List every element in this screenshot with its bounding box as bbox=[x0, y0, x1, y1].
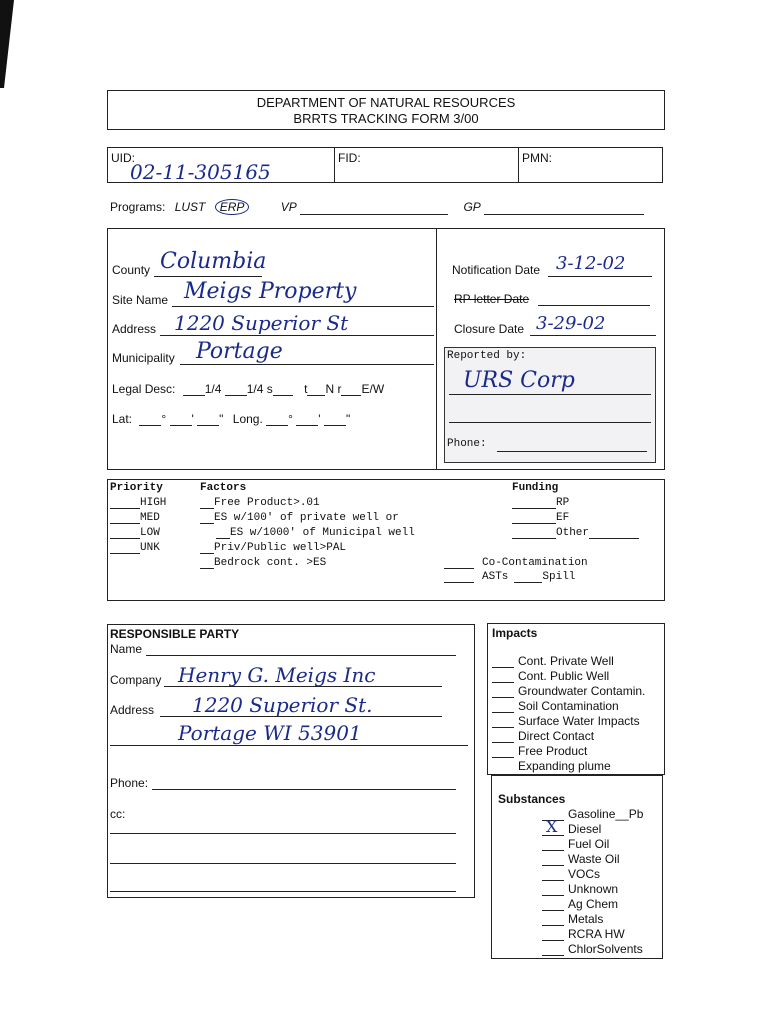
priority-item[interactable]: LOW bbox=[110, 527, 160, 539]
county-value[interactable]: Columbia bbox=[160, 249, 267, 274]
substance-item[interactable]: RCRA HW bbox=[542, 927, 625, 941]
lat-long-row bbox=[112, 412, 350, 426]
substance-item[interactable]: VOCs bbox=[542, 867, 600, 881]
substance-item[interactable]: Metals bbox=[542, 912, 603, 926]
asts-spill-row[interactable]: ASTs Spill bbox=[444, 571, 575, 583]
reported-line bbox=[449, 422, 651, 423]
rp-address-value2[interactable]: Portage WI 53901 bbox=[178, 721, 362, 745]
address-label: Address bbox=[112, 322, 157, 336]
address-value[interactable]: 1220 Superior St bbox=[174, 311, 349, 335]
legal-t: t bbox=[304, 382, 308, 396]
uid-value[interactable]: 02-11-305165 bbox=[130, 160, 271, 184]
factor-item[interactable]: Bedrock cont. >ES bbox=[200, 557, 326, 569]
legal-ew: E/W bbox=[361, 382, 385, 396]
deg-symbol: ° bbox=[288, 412, 293, 426]
long-label: Long. bbox=[232, 412, 263, 426]
header-line2: BRRTS TRACKING FORM 3/00 bbox=[293, 111, 479, 126]
rp-cc-line bbox=[110, 891, 456, 892]
rp-address-line2 bbox=[110, 745, 468, 746]
reported-line bbox=[449, 394, 651, 395]
divider bbox=[518, 148, 519, 182]
notification-value[interactable]: 3-12-02 bbox=[556, 253, 626, 274]
header-line1: DEPARTMENT OF NATURAL RESOURCES bbox=[256, 95, 516, 110]
legal-blank[interactable] bbox=[307, 383, 325, 396]
gp-blank[interactable] bbox=[484, 202, 644, 215]
min-symbol: ' bbox=[191, 412, 194, 426]
scan-artifact bbox=[0, 0, 20, 90]
rp-address-value1[interactable]: 1220 Superior St. bbox=[192, 693, 373, 717]
program-gp[interactable]: GP bbox=[463, 200, 481, 214]
funding-item[interactable]: RP bbox=[512, 497, 569, 509]
substance-item[interactable]: Fuel Oil bbox=[542, 837, 609, 851]
min-symbol: ' bbox=[318, 412, 321, 426]
fid-label: FID: bbox=[338, 151, 361, 165]
substance-item[interactable]: ChlorSolvents bbox=[542, 942, 643, 956]
impact-item[interactable]: Groundwater Contamin. bbox=[492, 684, 645, 698]
impact-item[interactable]: Soil Contamination bbox=[492, 699, 619, 713]
reported-phone-line bbox=[497, 451, 647, 452]
county-line bbox=[154, 276, 262, 277]
priority-item[interactable]: HIGH bbox=[110, 497, 166, 509]
form-header bbox=[107, 90, 665, 130]
impact-item[interactable]: Free Product bbox=[492, 744, 587, 758]
impact-item[interactable]: Surface Water Impacts bbox=[492, 714, 640, 728]
rp-phone-line bbox=[152, 789, 456, 790]
responsible-title: RESPONSIBLE PARTY bbox=[110, 627, 240, 641]
impact-item[interactable]: Cont. Private Well bbox=[492, 654, 614, 668]
legal-blank[interactable] bbox=[225, 383, 247, 396]
factor-item[interactable]: ES w/100' of private well or bbox=[200, 512, 399, 524]
rp-address-label: Address bbox=[110, 703, 155, 717]
reported-by-box bbox=[444, 347, 656, 463]
sec-symbol: " bbox=[219, 412, 224, 426]
closure-value[interactable]: 3-29-02 bbox=[536, 313, 606, 334]
lat-min-blank[interactable] bbox=[170, 413, 192, 426]
programs-row bbox=[110, 199, 644, 215]
impact-item[interactable]: Cont. Public Well bbox=[492, 669, 609, 683]
municipality-line bbox=[180, 364, 434, 365]
municipality-value[interactable]: Portage bbox=[196, 339, 283, 364]
county-label: County bbox=[112, 263, 151, 277]
substance-item[interactable]: Ag Chem bbox=[542, 897, 618, 911]
legal-desc-row bbox=[112, 382, 384, 396]
legal-r: r bbox=[337, 382, 342, 396]
substance-item[interactable]: X Diesel bbox=[542, 822, 601, 836]
rp-cc-line bbox=[110, 833, 456, 834]
funding-item[interactable]: Other bbox=[512, 527, 639, 539]
factor-item[interactable]: Free Product>.01 bbox=[200, 497, 320, 509]
substance-item[interactable]: Waste Oil bbox=[542, 852, 620, 866]
factor-item[interactable]: ES w/1000' of Municipal well bbox=[216, 527, 415, 539]
funding-title: Funding bbox=[512, 482, 559, 494]
programs-label: Programs: bbox=[110, 200, 166, 214]
legal-blank[interactable] bbox=[273, 383, 293, 396]
notification-line bbox=[548, 276, 652, 277]
lat-deg-blank[interactable] bbox=[139, 413, 161, 426]
priority-item[interactable]: UNK bbox=[110, 542, 160, 554]
long-sec-blank[interactable] bbox=[324, 413, 346, 426]
rp-letter-line bbox=[538, 305, 650, 306]
lat-label: Lat: bbox=[112, 412, 133, 426]
substances-box bbox=[491, 775, 663, 959]
priority-item[interactable]: MED bbox=[110, 512, 160, 524]
vp-blank[interactable] bbox=[300, 202, 448, 215]
factors-title: Factors bbox=[200, 482, 247, 494]
reported-by-label: Reported by: bbox=[447, 350, 527, 362]
rp-company-value[interactable]: Henry G. Meigs Inc bbox=[178, 663, 376, 687]
site-name-label: Site Name bbox=[112, 293, 169, 307]
site-info-box bbox=[107, 228, 665, 470]
funding-item[interactable]: EF bbox=[512, 512, 569, 524]
substance-item[interactable]: Gasoline__Pb bbox=[542, 807, 643, 821]
rp-cc-label: cc: bbox=[110, 807, 126, 821]
sec-symbol: " bbox=[345, 412, 351, 426]
legal-n: N bbox=[325, 382, 335, 396]
legal-blank[interactable] bbox=[183, 383, 205, 396]
reported-phone-label: Phone: bbox=[447, 438, 487, 450]
uid-label: UID: bbox=[111, 151, 135, 165]
rp-company-label: Company bbox=[110, 673, 162, 687]
impact-item[interactable]: Direct Contact bbox=[492, 729, 594, 743]
pmn-label: PMN: bbox=[522, 151, 552, 165]
rp-name-label: Name bbox=[110, 642, 143, 656]
notification-label: Notification Date bbox=[452, 263, 541, 277]
lat-sec-blank[interactable] bbox=[197, 413, 219, 426]
legal-s: s bbox=[266, 382, 273, 396]
closure-label: Closure Date bbox=[454, 322, 525, 336]
rp-letter-label: RP letter Date bbox=[454, 292, 530, 306]
co-contamination-row[interactable]: Co-Contamination bbox=[444, 557, 588, 569]
legal-quarter1: 1/4 bbox=[204, 382, 222, 396]
divider bbox=[334, 148, 335, 182]
site-name-value[interactable]: Meigs Property bbox=[184, 279, 357, 304]
rp-name-line bbox=[146, 655, 456, 656]
diesel-check-mark: X bbox=[546, 817, 558, 836]
priority-title: Priority bbox=[110, 482, 163, 494]
priority-box bbox=[107, 479, 665, 601]
site-name-line bbox=[172, 306, 434, 307]
long-min-blank[interactable] bbox=[296, 412, 321, 426]
deg-symbol: ° bbox=[161, 412, 167, 426]
substances-title: Substances bbox=[498, 792, 566, 806]
reported-by-value[interactable]: URS Corp bbox=[463, 368, 575, 393]
rp-phone-label: Phone: bbox=[110, 776, 149, 790]
closure-line bbox=[530, 335, 656, 336]
legal-quarter2: 1/4 bbox=[246, 382, 264, 396]
divider bbox=[436, 229, 437, 469]
program-erp[interactable]: ERP bbox=[215, 199, 250, 215]
long-deg-blank[interactable] bbox=[266, 413, 288, 426]
program-vp[interactable]: VP bbox=[280, 200, 297, 214]
rp-cc-line bbox=[110, 863, 456, 864]
legal-blank[interactable] bbox=[341, 383, 361, 396]
municipality-label: Municipality bbox=[112, 351, 175, 365]
program-lust[interactable]: LUST bbox=[174, 200, 206, 214]
id-box bbox=[107, 147, 663, 183]
impacts-box bbox=[487, 623, 665, 775]
legal-desc-label: Legal Desc: bbox=[112, 382, 176, 396]
responsible-party-box bbox=[107, 624, 475, 898]
address-line bbox=[160, 335, 434, 336]
impact-item[interactable]: Expanding plume bbox=[518, 759, 611, 773]
factor-item[interactable]: Priv/Public well>PAL bbox=[200, 542, 346, 554]
substance-item[interactable]: Unknown bbox=[542, 882, 618, 896]
impacts-title: Impacts bbox=[492, 626, 538, 640]
